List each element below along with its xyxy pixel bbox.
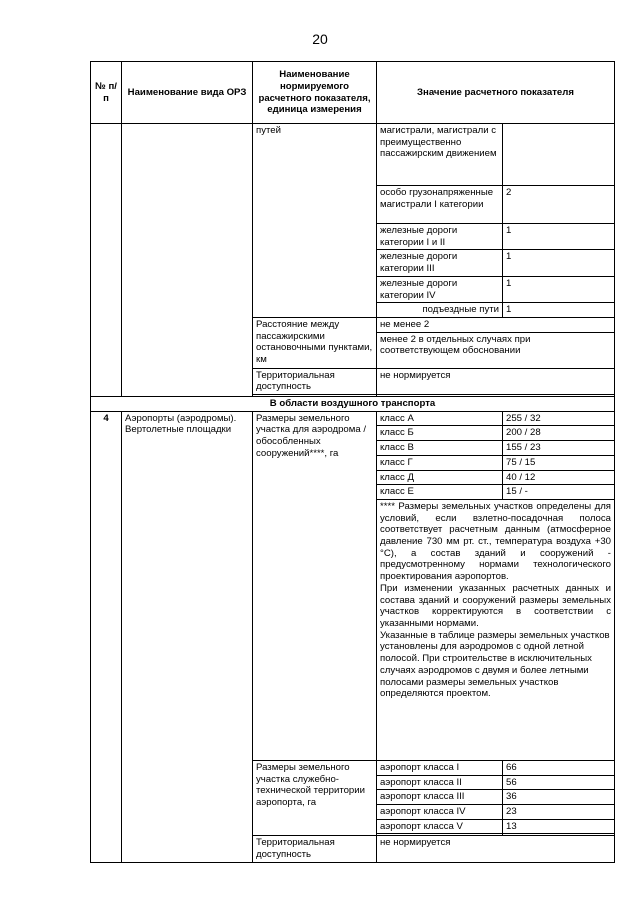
norms-table bbox=[90, 61, 615, 863]
air-airport-value-3: 23 bbox=[503, 805, 615, 820]
rail-value-3: 1 bbox=[503, 250, 615, 276]
page-number: 20 bbox=[312, 31, 328, 47]
air-class-label-5: класс Е bbox=[377, 485, 503, 500]
air-access-value: не нормируется bbox=[377, 836, 615, 862]
air-access-label: Территориальная доступность bbox=[253, 836, 377, 862]
rail-num-cell bbox=[91, 124, 122, 397]
air-airport-label-0: аэропорт класса I bbox=[377, 760, 503, 775]
table-row bbox=[91, 411, 615, 426]
rail-distance-label: Расстояние между пассажирскими остановочными пунктами, км bbox=[253, 317, 377, 368]
header-num: № п/п bbox=[91, 62, 122, 124]
header-indicator: Наименование нормируемого расчетного показателя, единица измерения bbox=[253, 62, 377, 124]
rail-value-0 bbox=[503, 124, 615, 186]
air-class-value-0: 255 / 32 bbox=[503, 411, 615, 426]
table-row bbox=[91, 124, 615, 186]
air-airport-value-4: 13 bbox=[503, 819, 615, 834]
rail-value-1: 2 bbox=[503, 186, 615, 224]
rail-access-value: не нормируется bbox=[377, 368, 615, 394]
air-land-label: Размеры земельного участка для аэродрома / обособленных сооружений****, га bbox=[253, 411, 377, 760]
air-airport-label-4: аэропорт класса V bbox=[377, 819, 503, 834]
rail-distance-value-1: менее 2 в отдельных случаях при соответствующем обосновании bbox=[377, 332, 615, 368]
rail-distance-value-0: не менее 2 bbox=[377, 317, 615, 332]
rail-type-cell bbox=[122, 124, 253, 397]
air-note-paragraph-2: Указанные в таблице размеры земельных участков установлены для аэродромов с одной летной полосой. При строительстве в исключительных случаях аэродромов с двумя и более летными полосами размеры земельных участков определяются проектом. bbox=[380, 629, 610, 700]
air-num: 4 bbox=[91, 411, 122, 862]
air-airport-label-2: аэропорт класса III bbox=[377, 790, 503, 805]
section-title: В области воздушного транспорта bbox=[91, 397, 615, 412]
air-airport-value-2: 36 bbox=[503, 790, 615, 805]
air-class-value-4: 40 / 12 bbox=[503, 470, 615, 485]
rail-type-3: железные дороги категории III bbox=[377, 250, 503, 276]
rail-type-2: железные дороги категории I и II bbox=[377, 224, 503, 250]
air-class-label-1: класс Б bbox=[377, 426, 503, 441]
table-header-row bbox=[91, 62, 615, 124]
air-class-label-0: класс А bbox=[377, 411, 503, 426]
rail-type-1: особо грузонапряженные магистрали I категории bbox=[377, 186, 503, 224]
air-type: Аэропорты (аэродромы). Вертолетные площадки bbox=[122, 411, 253, 862]
air-class-value-1: 200 / 28 bbox=[503, 426, 615, 441]
air-airport-label-1: аэропорт класса II bbox=[377, 775, 503, 790]
air-class-value-2: 155 / 23 bbox=[503, 441, 615, 456]
rail-type-0: магистрали, магистрали с преимущественно пассажирским движением bbox=[377, 124, 503, 186]
header-type: Наименование вида ОРЗ bbox=[122, 62, 253, 124]
air-note-paragraph-1: При изменении указанных расчетных данных и состава зданий и сооружений размеры земельных участков корректируются в соответствии с указанными нормами. bbox=[380, 582, 611, 629]
rail-value-4: 1 bbox=[503, 276, 615, 302]
rail-value-5: 1 bbox=[503, 303, 615, 318]
air-class-value-5: 15 / - bbox=[503, 485, 615, 500]
air-class-label-3: класс Г bbox=[377, 455, 503, 470]
air-service-label: Размеры земельного участка служебно-технической территории аэропорта, га bbox=[253, 760, 377, 836]
air-airport-value-0: 66 bbox=[503, 760, 615, 775]
air-airport-value-1: 56 bbox=[503, 775, 615, 790]
header-value: Значение расчетного показателя bbox=[377, 62, 615, 124]
air-class-label-4: класс Д bbox=[377, 470, 503, 485]
rail-type-5: подъездные пути bbox=[377, 303, 503, 318]
rail-type-4: железные дороги категории IV bbox=[377, 276, 503, 302]
air-class-label-2: класс В bbox=[377, 441, 503, 456]
air-class-value-3: 75 / 15 bbox=[503, 455, 615, 470]
section-row bbox=[91, 397, 615, 412]
rail-access-label: Территориальная доступность bbox=[253, 368, 377, 394]
air-note bbox=[377, 499, 615, 760]
air-airport-label-3: аэропорт класса IV bbox=[377, 805, 503, 820]
air-note-paragraph-0: **** Размеры земельных участков определены для условий, если взлетно-посадочная полоса соответствует расчетным данным (атмосферное давление 730 мм рт. ст., температура воздуха +30 °С), а состав зданий и сооружений - предусмотренному нормами технологического проектирования аэропортов. bbox=[380, 500, 611, 583]
rail-indicator: путей bbox=[253, 124, 377, 318]
rail-value-2: 1 bbox=[503, 224, 615, 250]
